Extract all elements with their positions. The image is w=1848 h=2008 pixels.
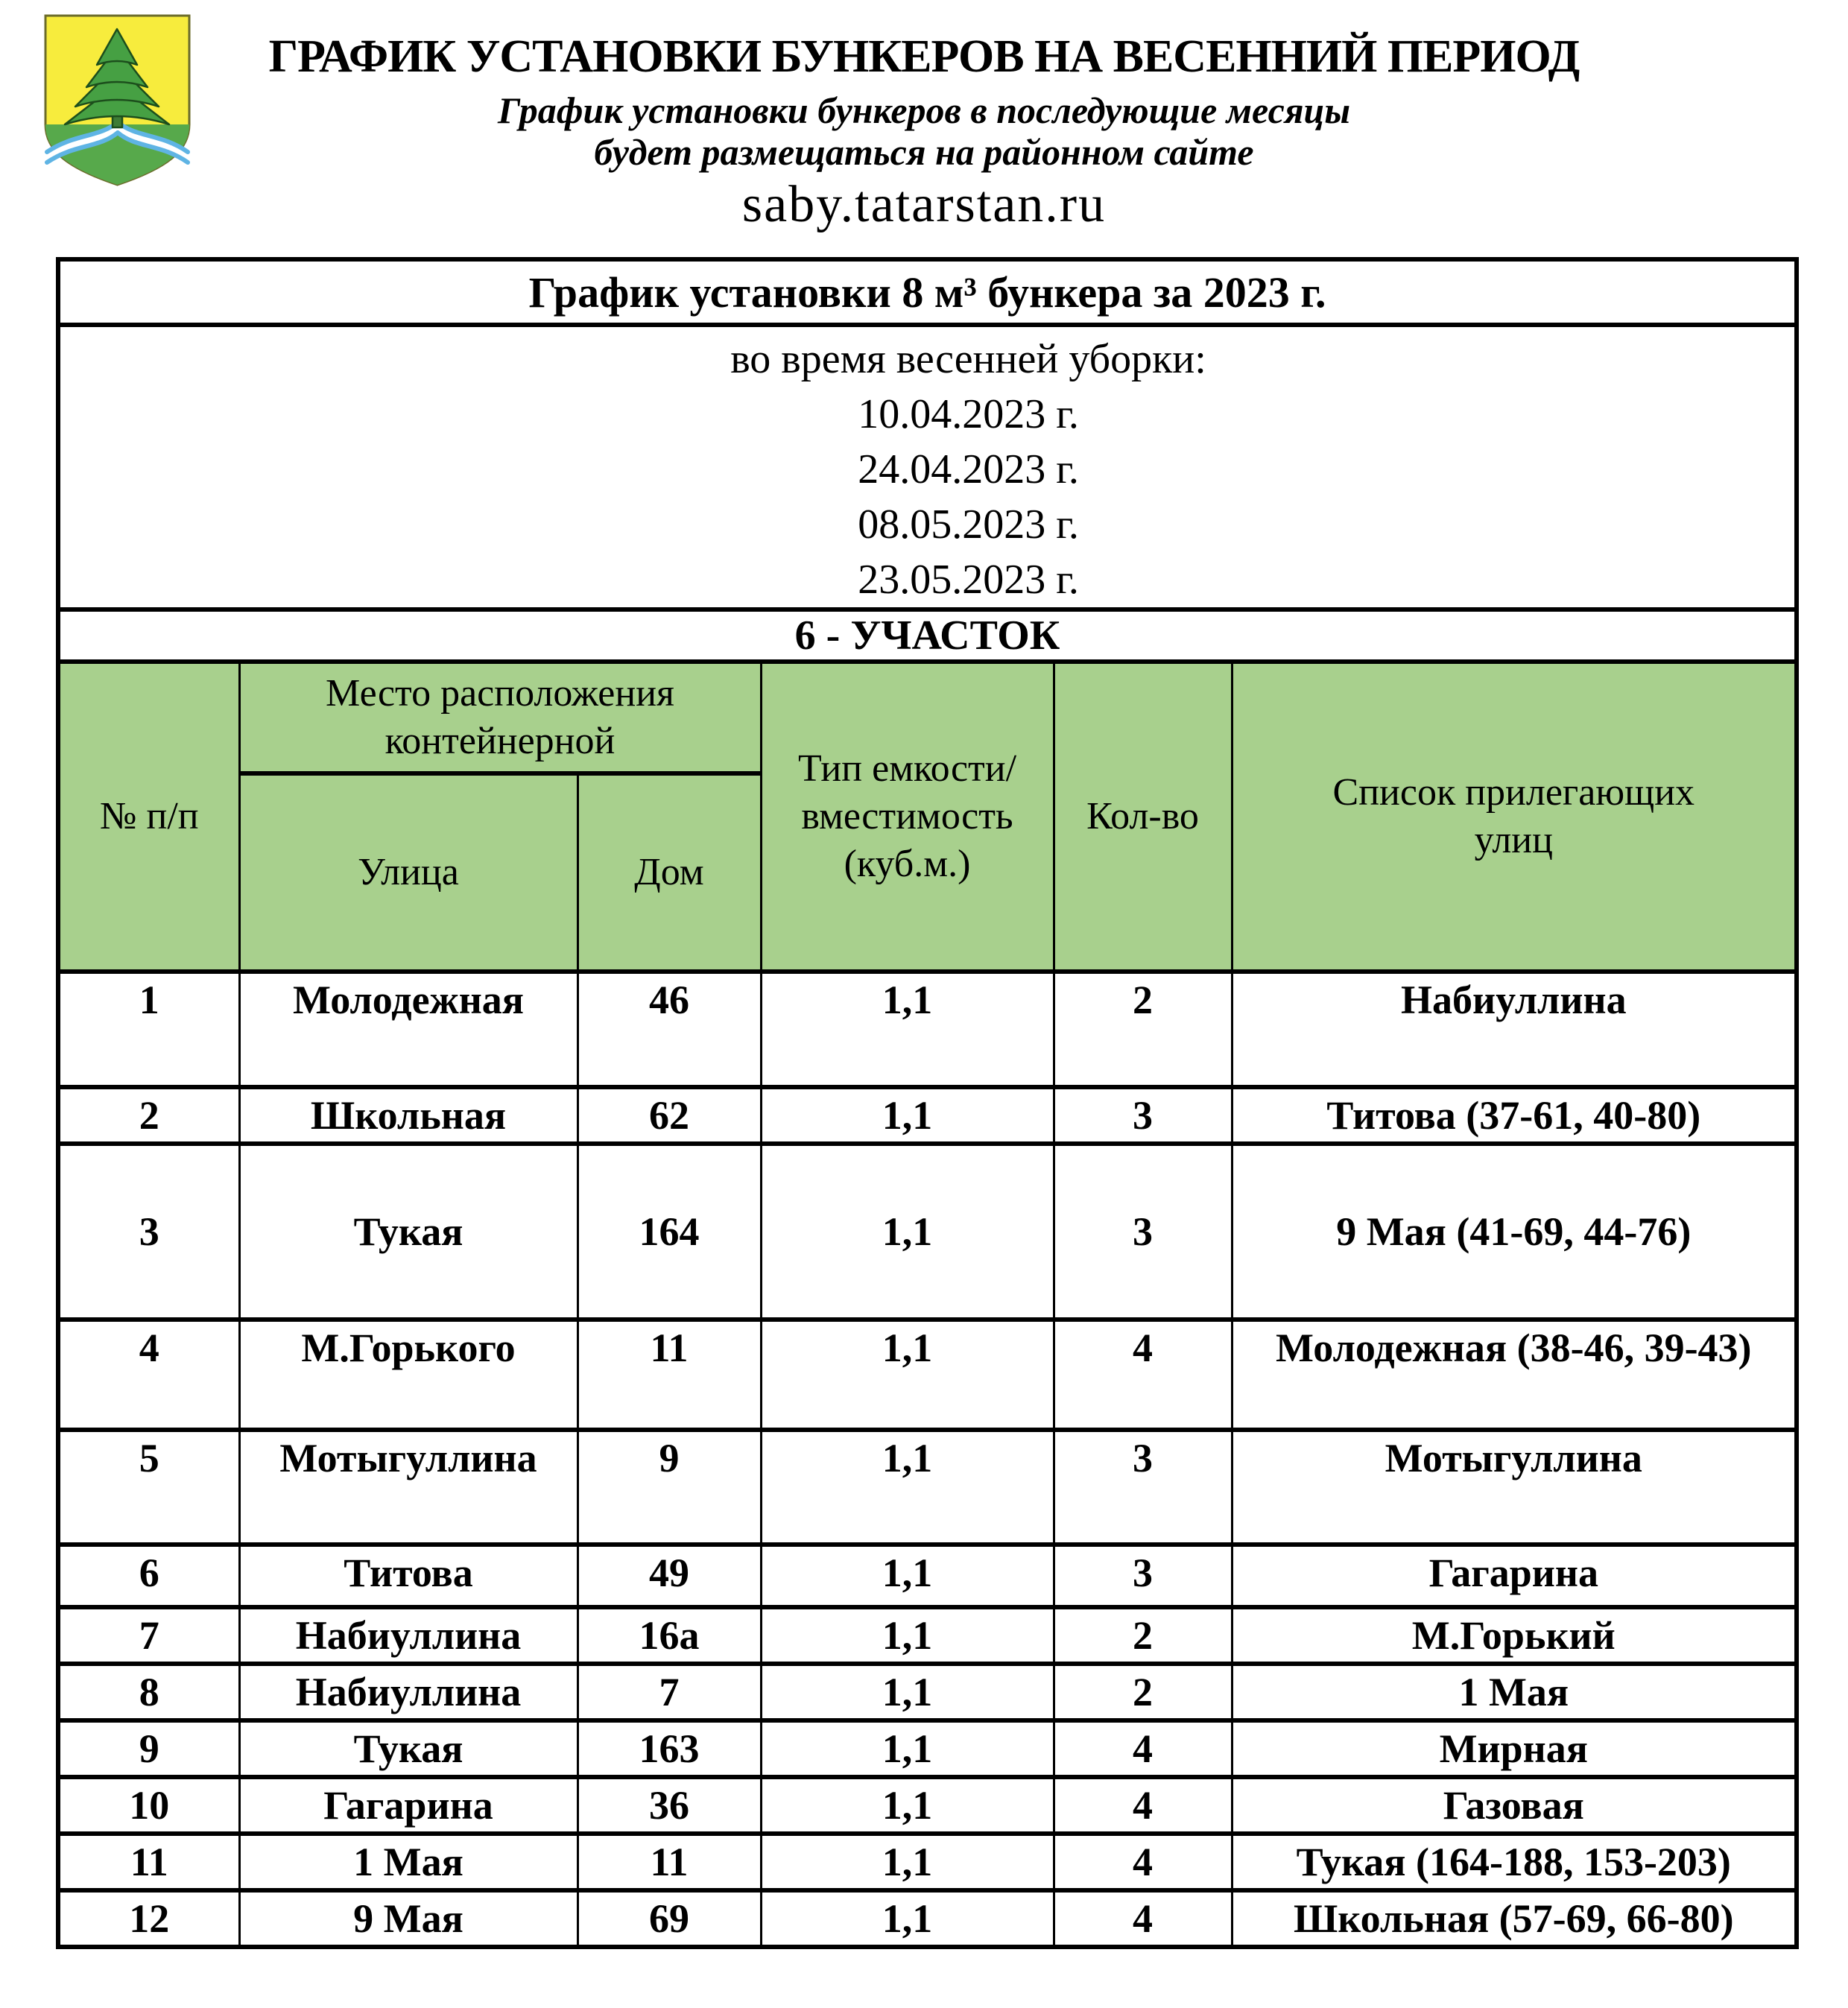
cell-qty: 3 (1054, 1144, 1232, 1320)
document-header (0, 0, 1848, 257)
cell-house: 49 (578, 1545, 761, 1607)
period-note: во время весенней уборки: (730, 336, 1206, 382)
cell-num: 8 (58, 1664, 239, 1720)
cell-type: 1,1 (761, 1320, 1054, 1430)
cell-type: 1,1 (761, 1144, 1054, 1320)
cell-type: 1,1 (761, 1664, 1054, 1720)
cell-house: 36 (578, 1777, 761, 1834)
col-header-qty: Кол-во (1054, 662, 1232, 972)
cell-house: 11 (578, 1834, 761, 1890)
cell-house: 11 (578, 1320, 761, 1430)
cell-adjacent (1232, 1320, 1797, 1430)
table-row (58, 1087, 1797, 1144)
table-title: График установки 8 м³ бункера за 2023 г. (58, 259, 1797, 325)
cell-house: 69 (578, 1890, 761, 1947)
cell-street: М.Горького (239, 1320, 578, 1430)
table-row (58, 1777, 1797, 1834)
date-line-3: 08.05.2023 г. (858, 501, 1079, 548)
cell-adjacent: Тукая (164-188, 153-203) (1232, 1834, 1797, 1890)
cell-house: 163 (578, 1720, 761, 1777)
cell-adjacent-text: Молодежная (38-46, 39-43) (1276, 1326, 1752, 1370)
cell-adjacent: Титова (37-61, 40-80) (1232, 1087, 1797, 1144)
col-header-adjacent-label: Список прилегающих улиц (1332, 771, 1695, 861)
cell-num: 1 (58, 972, 239, 1087)
cell-qty: 4 (1054, 1890, 1232, 1947)
col-header-type: Тип емкости/ вместимость (куб.м.) (761, 662, 1054, 972)
cell-street: Тукая (239, 1720, 578, 1777)
subtitle-line-1: График установки бункеров в последующие месяцы (497, 89, 1351, 131)
cell-street: 1 Мая (239, 1834, 578, 1890)
col-header-adjacent (1232, 662, 1797, 972)
cell-house: 9 (578, 1430, 761, 1545)
website-url: saby.tatarstan.ru (741, 176, 1107, 233)
cell-adjacent: Мирная (1232, 1720, 1797, 1777)
cell-qty: 2 (1054, 1664, 1232, 1720)
cell-adjacent: М.Горький (1232, 1607, 1797, 1664)
cell-adjacent: Школьная (57-69, 66-80) (1232, 1890, 1797, 1947)
cell-street: Мотыгуллина (239, 1430, 578, 1545)
coat-of-arms-icon (41, 12, 194, 189)
section-title: 6 - УЧАСТОК (58, 609, 1797, 662)
cell-type: 1,1 (761, 1720, 1054, 1777)
cell-street: Набиуллина (239, 1664, 578, 1720)
cell-num: 4 (58, 1320, 239, 1430)
cell-type: 1,1 (761, 1890, 1054, 1947)
cell-street: Титова (239, 1545, 578, 1607)
cell-type: 1,1 (761, 972, 1054, 1087)
bunker-schedule-table (56, 257, 1799, 1949)
cell-type: 1,1 (761, 1430, 1054, 1545)
date-line-1: 10.04.2023 г. (858, 391, 1079, 437)
cell-qty: 4 (1054, 1320, 1232, 1430)
table-row (58, 1890, 1797, 1947)
col-header-num: № п/п (58, 662, 239, 972)
cell-house: 164 (578, 1144, 761, 1320)
subtitle-line-2: будет размещаться на районном сайте (594, 131, 1254, 173)
col-header-street: Улица (239, 773, 578, 972)
cell-type: 1,1 (761, 1834, 1054, 1890)
cell-house: 46 (578, 972, 761, 1087)
table-row (58, 1144, 1797, 1320)
cell-street: Набиуллина (239, 1607, 578, 1664)
cell-num: 12 (58, 1890, 239, 1947)
col-header-house: Дом (578, 773, 761, 972)
cell-qty: 3 (1054, 1087, 1232, 1144)
cell-adjacent: Гагарина (1232, 1545, 1797, 1607)
cell-qty: 2 (1054, 1607, 1232, 1664)
table-row (58, 1664, 1797, 1720)
cell-num: 2 (58, 1087, 239, 1144)
cell-num: 3 (58, 1144, 239, 1320)
table-row (58, 972, 1797, 1087)
cell-num: 11 (58, 1834, 239, 1890)
cell-qty: 4 (1054, 1720, 1232, 1777)
page-title: ГРАФИК УСТАНОВКИ БУНКЕРОВ НА ВЕСЕННИЙ ПЕРИОД (268, 31, 1580, 82)
cell-qty: 3 (1054, 1545, 1232, 1607)
cell-adjacent: Газовая (1232, 1777, 1797, 1834)
date-line-2: 24.04.2023 г. (858, 446, 1079, 493)
cell-street: Гагарина (239, 1777, 578, 1834)
cell-type: 1,1 (761, 1087, 1054, 1144)
cell-house: 16а (578, 1607, 761, 1664)
cell-num: 5 (58, 1430, 239, 1545)
cell-num: 7 (58, 1607, 239, 1664)
table-row (58, 1607, 1797, 1664)
cell-num: 6 (58, 1545, 239, 1607)
table-row (58, 1545, 1797, 1607)
cell-house: 62 (578, 1087, 761, 1144)
cell-qty: 2 (1054, 972, 1232, 1087)
cell-num: 10 (58, 1777, 239, 1834)
cell-adjacent: 1 Мая (1232, 1664, 1797, 1720)
cell-street: Школьная (239, 1087, 578, 1144)
cell-house: 7 (578, 1664, 761, 1720)
table-row (58, 1430, 1797, 1545)
cell-street: Тукая (239, 1144, 578, 1320)
cell-adjacent: 9 Мая (41-69, 44-76) (1232, 1144, 1797, 1320)
dates-block (58, 325, 1797, 609)
cell-type: 1,1 (761, 1777, 1054, 1834)
cell-num: 9 (58, 1720, 239, 1777)
cell-qty: 3 (1054, 1430, 1232, 1545)
cell-type: 1,1 (761, 1607, 1054, 1664)
table-row (58, 1320, 1797, 1430)
cell-type: 1,1 (761, 1545, 1054, 1607)
col-header-location-group: Место расположения контейнерной (239, 662, 761, 773)
cell-adjacent: Мотыгуллина (1232, 1430, 1797, 1545)
cell-qty: 4 (1054, 1834, 1232, 1890)
cell-street: Молодежная (239, 972, 578, 1087)
header-text-block (0, 0, 1848, 234)
cell-street: 9 Мая (239, 1890, 578, 1947)
cell-qty: 4 (1054, 1777, 1232, 1834)
date-line-4: 23.05.2023 г. (858, 557, 1079, 603)
cell-adjacent: Набиуллина (1232, 972, 1797, 1087)
table-row (58, 1720, 1797, 1777)
table-row (58, 1834, 1797, 1890)
